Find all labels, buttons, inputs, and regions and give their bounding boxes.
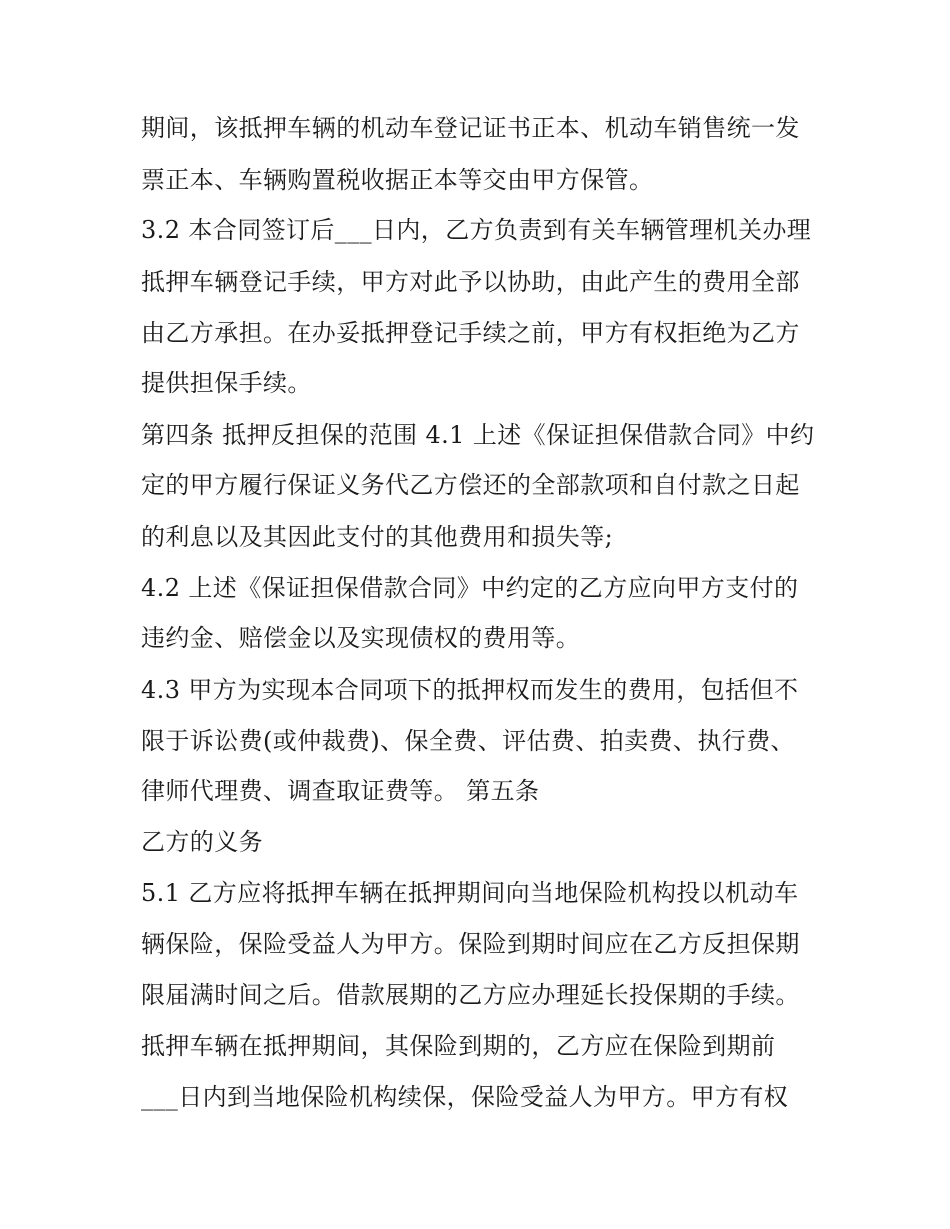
text-line: 辆保险，保险受益人为甲方。保险到期时间应在乙方反担保期 (141, 930, 800, 958)
text-line: 律师代理费、调查取证费等。 第五条 (141, 777, 540, 805)
text-line: 4.3 甲方为实现本合同项下的抵押权而发生的费用，包括但不 (141, 676, 799, 704)
text-line: 由乙方承担。在办妥抵押登记手续之前，甲方有权拒绝为乙方 (141, 319, 800, 347)
text-line: 的利息以及其因此支付的其他费用和损失等; (141, 523, 614, 551)
text-line: 5.1 乙方应将抵押车辆在抵押期间向当地保险机构投以机动车 (141, 879, 799, 907)
text-line: 违约金、赔偿金以及实现债权的费用等。 (141, 624, 581, 652)
text-line: 票正本、车辆购置税收据正本等交由甲方保管。 (141, 166, 654, 194)
text-line: ___日内到当地保险机构续保，保险受益人为甲方。甲方有权 (141, 1083, 789, 1111)
text-line: 限届满时间之后。借款展期的乙方应办理延长投保期的手续。 (141, 981, 800, 1009)
text-line: 限于诉讼费(或仲裁费)、保全费、评估费、拍卖费、执行费、 (141, 727, 795, 755)
text-line: 提供担保手续。 (141, 369, 312, 397)
text-line: 抵押车辆登记手续，甲方对此予以协助，由此产生的费用全部 (141, 268, 800, 296)
text-line: 4.2 上述《保证担保借款合同》中约定的乙方应向甲方支付的 (141, 574, 799, 602)
text-line: 期间，该抵押车辆的机动车登记证书正本、机动车销售统一发 (141, 114, 800, 142)
text-line: 第四条 抵押反担保的范围 4.1 上述《保证担保借款合同》中约 (141, 421, 815, 449)
text-line: 抵押车辆在抵押期间，其保险到期的，乙方应在保险到期前 (141, 1032, 776, 1060)
text-line: 3.2 本合同签订后___日内，乙方负责到有关车辆管理机关办理 (141, 216, 812, 244)
section-heading: 乙方的义务 (141, 828, 263, 856)
text-line: 定的甲方履行保证义务代乙方偿还的全部款项和自付款之日起 (141, 471, 800, 499)
